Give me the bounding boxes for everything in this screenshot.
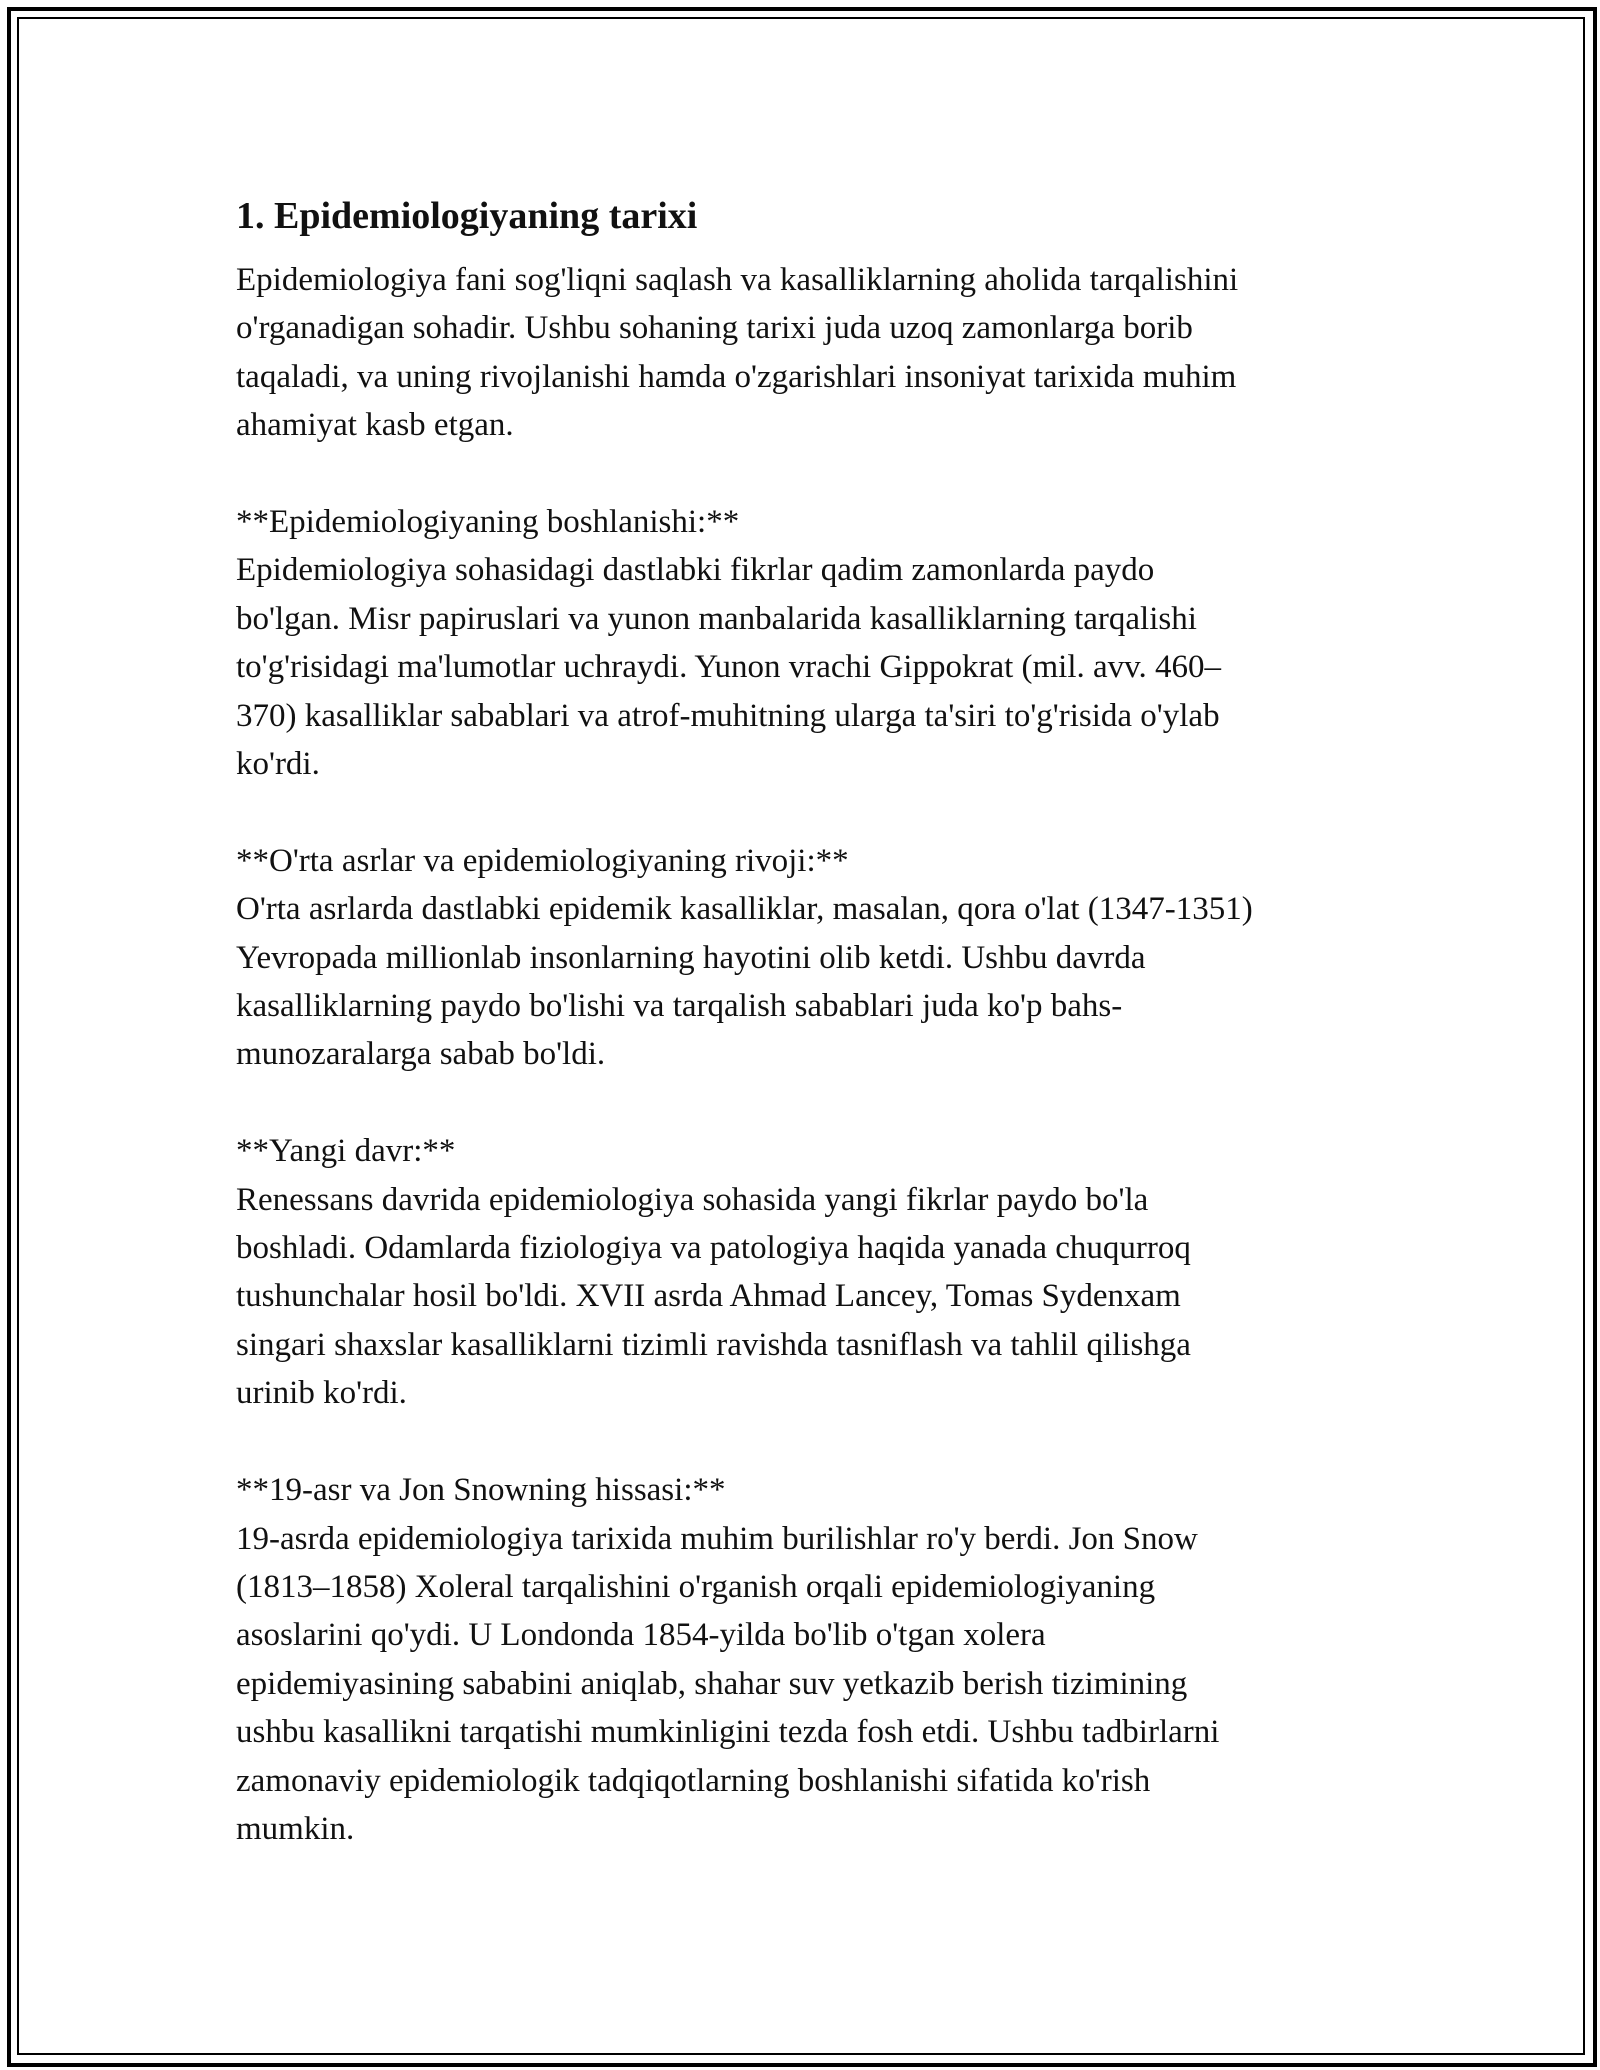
section-line: kasalliklarning paydo bo'lishi va tarqalish sabablari juda ko'p bahs- [236, 988, 1123, 1025]
intro-paragraph [236, 256, 1386, 450]
section-line: ushbu kasallikni tarqatishi mumkinligini tezda fosh etdi. Ushbu tadbirlarni [236, 1714, 1220, 1751]
section-origins [236, 498, 1386, 788]
section-line: tushunchalar hosil bo'ldi. XVII asrda Ahmad Lancey, Tomas Sydenxam [236, 1278, 1181, 1315]
section-line: bo'lgan. Misr papiruslari va yunon manbalarida kasalliklarning tarqalishi [236, 600, 1197, 637]
intro-line: taqaladi, va uning rivojlanishi hamda o'zgarishlari insoniyat tarixida muhim [236, 358, 1237, 395]
intro-line: Epidemiologiya fani sog'liqni saqlash va kasalliklarning aholida tarqalishini [236, 262, 1239, 298]
section-line: zamonaviy epidemiologik tadqiqotlarning boshlanishi sifatida ko'rish [236, 1762, 1151, 1799]
section-heading: **Yangi davr:** [236, 1133, 456, 1170]
document-body [236, 188, 1386, 1853]
section-line: munozaralarga sabab bo'ldi. [236, 1036, 606, 1073]
section-line: Yevropada millionlab insonlarning hayotini olib ketdi. Ushbu davrda [236, 939, 1146, 976]
section-new-era [236, 1127, 1386, 1417]
section-line: O'rta asrlarda dastlabki epidemik kasalliklar, masalan, qora o'lat (1347-1351) [236, 891, 1253, 928]
section-line: epidemiyasining sababini aniqlab, shahar suv yetkazib berish tizimining [236, 1665, 1188, 1702]
section-line: asoslarini qo'ydi. U Londonda 1854-yilda bo'lib o'tgan xolera [236, 1617, 1046, 1654]
section-line: 19-asrda epidemiologiya tarixida muhim burilishlar ro'y berdi. Jon Snow [236, 1520, 1198, 1557]
paragraph-gap [236, 1079, 1386, 1127]
section-line: Renessans davrida epidemiologiya sohasida yangi fikrlar paydo bo'la [236, 1181, 1149, 1218]
section-line: Epidemiologiya sohasidagi dastlabki fikrlar qadim zamonlarda paydo [236, 552, 1155, 589]
section-line: mumkin. [236, 1810, 355, 1847]
section-line: boshladi. Odamlarda fiziologiya va patologiya haqida yanada chuqurroq [236, 1230, 1191, 1267]
paragraph-gap [236, 1418, 1386, 1466]
section-line: singari shaxslar kasalliklarni tizimli ravishda tasniflash va tahlil qilishga [236, 1326, 1191, 1363]
document-title: 1. Epidemiologiyaning tarixi [236, 195, 698, 237]
section-heading: **Epidemiologiyaning boshlanishi:** [236, 504, 740, 541]
section-19th-century [236, 1466, 1386, 1853]
section-heading: **O'rta asrlar va epidemiologiyaning rivoji:** [236, 842, 849, 879]
section-line: ko'rdi. [236, 746, 320, 783]
section-line: urinib ko'rdi. [236, 1375, 407, 1412]
intro-line: o'rganadigan sohadir. Ushbu sohaning tarixi juda uzoq zamonlarga borib [236, 310, 1193, 347]
section-middle-ages [236, 837, 1386, 1079]
paragraph-gap [236, 450, 1386, 498]
intro-line: ahamiyat kasb etgan. [236, 407, 514, 444]
section-heading: **19-asr va Jon Snowning hissasi:** [236, 1472, 726, 1509]
section-line: (1813–1858) Xoleral tarqalishini o'rganish orqali epidemiologiyaning [236, 1568, 1156, 1605]
section-line: 370) kasalliklar sabablari va atrof-muhitning ularga ta'siri to'g'risida o'ylab [236, 697, 1220, 734]
section-line: to'g'risidagi ma'lumotlar uchraydi. Yunon vrachi Gippokrat (mil. avv. 460– [236, 649, 1222, 686]
paragraph-gap [236, 788, 1386, 836]
